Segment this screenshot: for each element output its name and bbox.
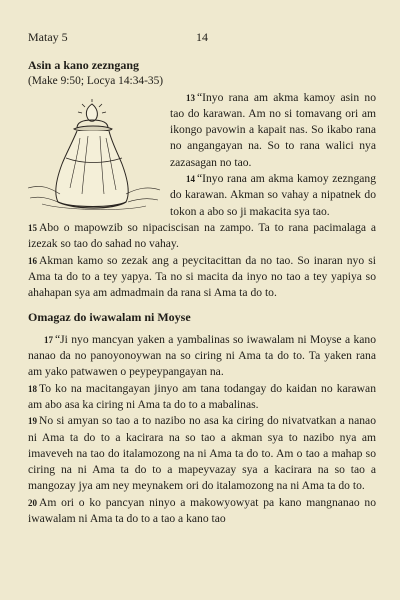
oil-lamp-illustration [22, 98, 164, 212]
verse-number: 18 [28, 383, 37, 394]
book-chapter-label: Matay 5 [28, 30, 68, 44]
verse-text: “Ji nyo mancyan yaken a yambalinas so iwawalam ni Moyse a kano nanao da no panoyonoywan na so ciring ni Ama ta do to. Ta yaken rana am yako patwawen o peypeypangayan na. [28, 332, 376, 379]
section-cross-reference: (Make 9:50; Locya 14:34-35) [28, 75, 164, 88]
verse-text: To ko na macitangayan jinyo am tana todangay do kaidan no karawan am abo asa ka ciring ni Ama ta do to a mabalinas. [28, 381, 376, 411]
verse-text: No si amyan so tao a to nazibo no asa ka ciring do nivatvatkan a nanao ni Ama ta do to a kacirara na so tao a akman sya to nazibo nya am imaveveh na tao do italamozong na ni Ama ta do to. Am o tao a mahap so ciring na ni Ama ta do to a mapeyvazay sya a kacirara na so tao a mangozay jya am ney meynakem ori do italamozong na ni Ama ta do to. [28, 414, 376, 493]
oil-lamp-drawing [22, 98, 164, 212]
page-number: 14 [196, 30, 208, 44]
verse-18 [28, 381, 376, 414]
verse-15 [28, 220, 376, 253]
verse-number: 13 [186, 92, 195, 103]
verse-19 [28, 413, 376, 494]
verse-text: “Inyo rana am akma kamoy zezngang do karawan. Akman so vahay a nipatnek do tokon a abo so ji makacita sya tao. [170, 172, 376, 218]
verse-text: “Inyo rana am akma kamoy asin no tao do karawan. Am no si tomavang ori am ikongo pavowin a kapait nas. So ikabo rana no angangayan na. So to rana walici nya zazasagan no tao. [170, 90, 376, 169]
verse-number: 15 [28, 222, 37, 233]
verse-16 [28, 253, 376, 302]
section-heading: Omagaz do iwawalam ni Moyse [28, 310, 191, 325]
verse-text: Abo o mapowzib so nipaciscisan na zampo. Ta to rana pacimalaga a izezak so tao do sahad no vahay. [28, 220, 376, 251]
verse-number: 20 [28, 497, 37, 508]
verse-number: 17 [44, 334, 53, 345]
verse-number: 16 [28, 255, 37, 266]
verse-text: Am ori o ko pancyan ninyo a makowyowyat pa kano mangnanao no iwawalam ni Ama ta do to a tao a kano tao [28, 495, 376, 526]
verse-17 [28, 332, 376, 381]
verse-20 [28, 495, 376, 528]
verse-number: 19 [28, 416, 37, 427]
verse-number: 14 [186, 174, 195, 185]
running-header [28, 30, 372, 46]
page-body [28, 57, 376, 527]
verse-text: Akman kamo so zezak ang a peycitacittan da no tao. So inaran nyo si Ama ta do to a tey yapya. Ta no si macita da inyo no tao a tey yapiya so ahahapan sya am admadmain da rana si Ama ta do to. [28, 253, 376, 300]
section-heading: Asin a kano zezngang [28, 58, 140, 72]
